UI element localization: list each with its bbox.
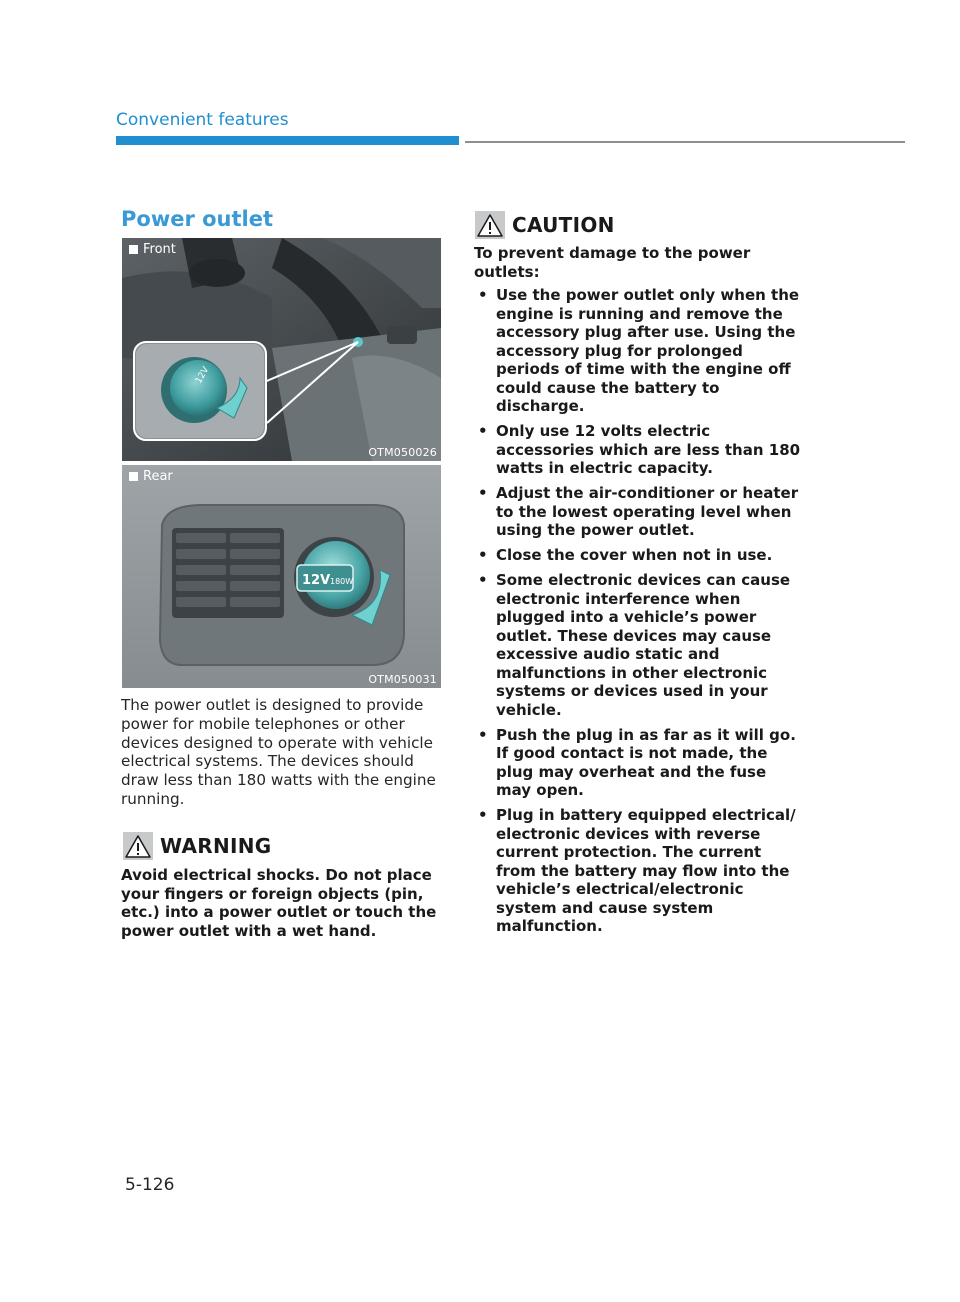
list-item: • Adjust the air-conditioner or heater to the lowest operating level when using the power outlet. xyxy=(474,484,804,540)
caution-icon xyxy=(475,211,505,239)
list-item: • Close the cover when not in use. xyxy=(474,546,804,565)
body-paragraph: The power outlet is designed to provide power for mobile telephones or other devices designed to operate with vehicle electrical systems. The devices should draw less than 180 watts with the engine running. xyxy=(121,696,436,808)
warning-icon xyxy=(123,832,153,860)
header-accent-bar xyxy=(116,136,459,145)
warning-title: WARNING xyxy=(160,834,272,858)
page-number: 5-126 xyxy=(125,1175,175,1195)
rear-outlet-12v-text: 12V xyxy=(302,573,331,588)
caution-title: CAUTION xyxy=(512,213,615,237)
header-rule xyxy=(465,141,905,143)
front-outlet-illustration xyxy=(122,238,441,461)
front-outlet-figure xyxy=(122,238,441,461)
square-bullet-icon xyxy=(129,245,138,254)
rear-label-text: Rear xyxy=(143,469,173,484)
front-figure-label xyxy=(129,242,176,257)
caution-intro: To prevent damage to the power outlets: xyxy=(474,244,751,281)
rear-outlet-figure xyxy=(122,465,441,688)
caution-list xyxy=(474,286,804,942)
list-item: • Plug in battery equipped electrical/ electronic devices with reverse current protection. The current from the battery may flow into the vehicle’s electrical/electronic system and cause system malfunction. xyxy=(474,806,804,936)
page-title: Power outlet xyxy=(121,207,274,231)
warning-heading xyxy=(123,832,271,860)
list-item: • Only use 12 volts electric accessories which are less than 180 watts in electric capacity. xyxy=(474,422,804,478)
svg-text:12V: 12V xyxy=(193,365,212,386)
warning-text: Avoid electrical shocks. Do not place your fingers or foreign objects (pin, etc.) into a power outlet or touch the power outlet with a wet hand. xyxy=(121,866,437,940)
front-figure-code: OTM050026 xyxy=(368,446,437,459)
list-item: • Push the plug in as far as it will go. If good contact is not made, the plug may overheat and the fuse may open. xyxy=(474,726,804,800)
caution-heading xyxy=(475,211,615,239)
rear-outlet-180w-text: 180W xyxy=(330,577,354,586)
square-bullet-icon xyxy=(129,472,138,481)
front-label-text: Front xyxy=(143,242,176,257)
rear-figure-code: OTM050031 xyxy=(368,673,437,686)
rear-outlet-illustration xyxy=(122,465,441,688)
section-title: Convenient features xyxy=(116,110,289,130)
list-item: • Use the power outlet only when the engine is running and remove the accessory plug after use. Using the accessory plug for prolonged periods of time with the engine off could cause the battery to discharge. xyxy=(474,286,804,416)
rear-figure-label xyxy=(129,469,173,484)
list-item: • Some electronic devices can cause electronic interference when plugged into a vehicle’s power outlet. These devices may cause excessive audio static and malfunctions in other electronic systems or devices used in your vehicle. xyxy=(474,571,804,719)
